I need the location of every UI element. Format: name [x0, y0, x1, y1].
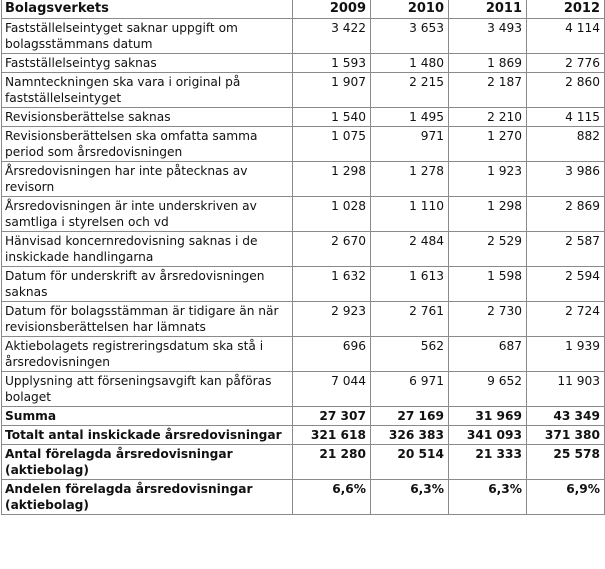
- cell-value: 1 598: [449, 267, 527, 302]
- cell-value: 3 493: [449, 19, 527, 54]
- table-row: [2, 54, 605, 73]
- cell-value: 1 869: [449, 54, 527, 73]
- cell-value: 2 670: [293, 232, 371, 267]
- row-label: Årsredovisningen är inte underskriven av samtliga i styrelsen och vd: [2, 197, 293, 232]
- table-row: [2, 407, 605, 426]
- row-label: Fastställelseintyget saknar uppgift om bolagsstämmans datum: [2, 19, 293, 54]
- cell-value: 11 903: [527, 372, 605, 407]
- cell-value: 971: [371, 127, 449, 162]
- cell-value: 21 280: [293, 445, 371, 480]
- table-row: [2, 445, 605, 480]
- cell-value: 2 923: [293, 302, 371, 337]
- cell-value: 27 307: [293, 407, 371, 426]
- table-body: [2, 19, 605, 515]
- cell-value: 21 333: [449, 445, 527, 480]
- cell-value: 1 110: [371, 197, 449, 232]
- cell-value: 20 514: [371, 445, 449, 480]
- cell-value: 31 969: [449, 407, 527, 426]
- cell-value: 321 618: [293, 426, 371, 445]
- cell-value: 3 653: [371, 19, 449, 54]
- cell-value: 2 210: [449, 108, 527, 127]
- cell-value: 1 613: [371, 267, 449, 302]
- cell-value: 6,3%: [449, 480, 527, 515]
- table-row: [2, 372, 605, 407]
- table-row: [2, 337, 605, 372]
- cell-value: 326 383: [371, 426, 449, 445]
- row-label: Antal förelagda årsredovisningar (aktiebolag): [2, 445, 293, 480]
- table-row: [2, 232, 605, 267]
- cell-value: 1 298: [449, 197, 527, 232]
- row-label: Fastställelseintyg saknas: [2, 54, 293, 73]
- column-header-2010: 2010: [371, 0, 449, 19]
- cell-value: 1 480: [371, 54, 449, 73]
- table-row: [2, 197, 605, 232]
- cell-value: 2 869: [527, 197, 605, 232]
- row-label: Upplysning att förseningsavgift kan påföras bolaget: [2, 372, 293, 407]
- cell-value: 6,3%: [371, 480, 449, 515]
- cell-value: 2 529: [449, 232, 527, 267]
- cell-value: 7 044: [293, 372, 371, 407]
- table-row: [2, 127, 605, 162]
- table-row: [2, 108, 605, 127]
- statistics-table: [1, 0, 605, 515]
- row-label: Summa: [2, 407, 293, 426]
- cell-value: 9 652: [449, 372, 527, 407]
- cell-value: 696: [293, 337, 371, 372]
- cell-value: 6 971: [371, 372, 449, 407]
- row-label: Aktiebolagets registreringsdatum ska stå i årsredovisningen: [2, 337, 293, 372]
- row-label: Revisionsberättelsen ska omfatta samma period som årsredovisningen: [2, 127, 293, 162]
- cell-value: 3 422: [293, 19, 371, 54]
- row-label: Årsredovisningen har inte påtecknas av revisorn: [2, 162, 293, 197]
- cell-value: 1 907: [293, 73, 371, 108]
- column-header-2012: 2012: [527, 0, 605, 19]
- cell-value: 4 115: [527, 108, 605, 127]
- table-row: [2, 162, 605, 197]
- cell-value: 882: [527, 127, 605, 162]
- cell-value: 1 540: [293, 108, 371, 127]
- table-row: [2, 426, 605, 445]
- cell-value: 2 860: [527, 73, 605, 108]
- row-label: Datum för bolagsstämman är tidigare än när revisionsberättelsen har lämnats: [2, 302, 293, 337]
- column-header-2011: 2011: [449, 0, 527, 19]
- cell-value: 2 594: [527, 267, 605, 302]
- cell-value: 687: [449, 337, 527, 372]
- cell-value: 2 484: [371, 232, 449, 267]
- cell-value: 6,6%: [293, 480, 371, 515]
- cell-value: 2 730: [449, 302, 527, 337]
- row-label: Hänvisad koncernredovisning saknas i de inskickade handlingarna: [2, 232, 293, 267]
- cell-value: 3 986: [527, 162, 605, 197]
- row-label: Datum för underskrift av årsredovisningen saknas: [2, 267, 293, 302]
- table-row: [2, 302, 605, 337]
- cell-value: 2 724: [527, 302, 605, 337]
- cell-value: 1 298: [293, 162, 371, 197]
- cell-value: 1 923: [449, 162, 527, 197]
- cell-value: 4 114: [527, 19, 605, 54]
- table-row: [2, 73, 605, 108]
- table-row: [2, 267, 605, 302]
- row-label: Andelen förelagda årsredovisningar (aktiebolag): [2, 480, 293, 515]
- cell-value: 1 593: [293, 54, 371, 73]
- cell-value: 6,9%: [527, 480, 605, 515]
- column-header-2009: 2009: [293, 0, 371, 19]
- cell-value: 2 587: [527, 232, 605, 267]
- table-header-row: [2, 0, 605, 19]
- row-label: Namnteckningen ska vara i original på fastställelseintyget: [2, 73, 293, 108]
- cell-value: 2 187: [449, 73, 527, 108]
- cell-value: 1 075: [293, 127, 371, 162]
- table-row: [2, 19, 605, 54]
- cell-value: 27 169: [371, 407, 449, 426]
- cell-value: 1 278: [371, 162, 449, 197]
- column-header-label: Bolagsverkets: [2, 0, 293, 19]
- cell-value: 43 349: [527, 407, 605, 426]
- cell-value: 1 495: [371, 108, 449, 127]
- cell-value: 1 632: [293, 267, 371, 302]
- cell-value: 1 270: [449, 127, 527, 162]
- row-label: Revisionsberättelse saknas: [2, 108, 293, 127]
- cell-value: 371 380: [527, 426, 605, 445]
- cell-value: 1 939: [527, 337, 605, 372]
- cell-value: 2 761: [371, 302, 449, 337]
- cell-value: 562: [371, 337, 449, 372]
- cell-value: 2 215: [371, 73, 449, 108]
- row-label: Totalt antal inskickade årsredovisningar: [2, 426, 293, 445]
- table-row: [2, 480, 605, 515]
- cell-value: 341 093: [449, 426, 527, 445]
- cell-value: 25 578: [527, 445, 605, 480]
- cell-value: 2 776: [527, 54, 605, 73]
- cell-value: 1 028: [293, 197, 371, 232]
